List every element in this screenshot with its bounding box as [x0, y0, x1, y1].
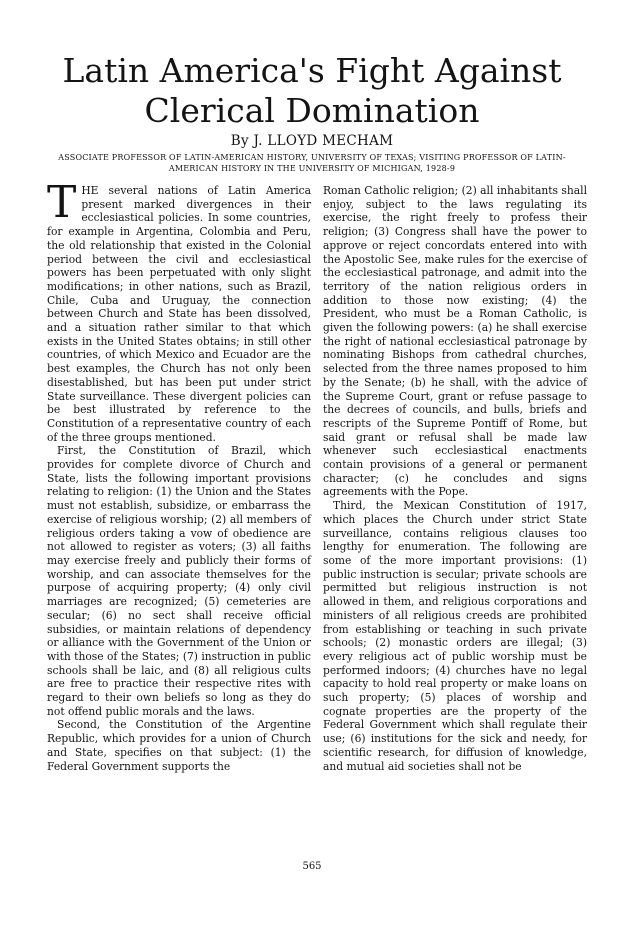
- paragraph-mexico: Third, the Mexican Constitution of 1917, which places the Church under strict State surveillance, contains religious clauses too lengthy for enumeration. The following are some of the more important provisions: (1) public instruction is secular; private schools are permitted but religious instruction is not allowed in them, and religious corporations and ministers of all religious creeds are prohibited from establishing or teaching in such private schools; (2) monastic orders are illegal; (3) every religious act of public worship must be performed indoors; (4) churches have no legal capacity to hold real property or make loans on such property; (5) places of worship and cognate properties are the property of the Federal Government which shall regulate their use; (6) institutions for the sick and needy, for scientific research, for diffusion of knowledge, and mutual aid societies shall not be: [323, 499, 587, 773]
- paragraph-intro: [47, 177, 311, 444]
- article-title-line-2: Clerical Domination: [144, 91, 480, 130]
- drop-cap: T: [47, 177, 77, 228]
- article-title-line-1: Latin America's Fight Against: [62, 51, 562, 90]
- page-number: 565: [302, 861, 322, 872]
- byline: By J. LLOYD MECHAM: [230, 133, 394, 149]
- paragraph-argentina: Second, the Constitution of the Argentine Republic, which provides for a union of Church and State, specifies on that subject: (1) the Federal Government supports the: [47, 718, 311, 773]
- paragraph-argentina-continued: Roman Catholic religion; (2) all inhabitants shall enjoy, subject to the laws regulating its exercise, the right freely to profess their religion; (3) Congress shall have the power to approve or reject concordats entered into with the Apostolic See, make rules for the exercise of the ecclesiastical patronage, and admit into the territory of the nation religious orders in addition to those now existing; (4) the President, who must be a Roman Catholic, is given the following powers: (a) he shall exercise the right of national ecclesiastical patronage by nominating Bishops from cathedral churches, selected from the three names proposed to him by the Senate; (b) he shall, with the advice of the Supreme Court, grant or refuse passage to the decrees of councils, and bulls, briefs and rescripts of the Supreme Pontiff of Rome, but said grant or refusal shall be made law whenever such ecclesiastical enactments contain provisions of a general or permanent character; (c) he concludes and signs agreements with the Pope.: [323, 184, 587, 499]
- author-affiliation: ASSOCIATE PROFESSOR OF LATIN-AMERICAN HISTORY, UNIVERSITY OF TEXAS; VISITING PROFESSOR OF LATIN-AMERICAN HISTORY IN THE UNIVERSITY OF MICHIGAN, 1928-9: [58, 153, 566, 173]
- paragraph-intro-text: HE several nations of Latin America present marked divergences in their ecclesiastical policies. In some countries, for example in Argentina, Colombia and Peru, the old relationship that existed in the Colonial period between the civil and ecclesiastical powers has been perpetuated with only slight modifications; in other nations, such as Brazil, Chile, Cuba and Uruguay, the connection between Church and State has been dissolved, and a situation rather similar to that which exists in the United States obtains; in still other countries, of which Mexico and Ecuador are the best examples, the Church has not only been disestablished, but has been put under strict State surveillance. These divergent policies can be best illustrated by reference to the Constitution of a representative country of each of the three groups mentioned.: [47, 184, 311, 444]
- right-column: [323, 184, 587, 773]
- paragraph-brazil: First, the Constitution of Brazil, which provides for complete divorce of Church and State, lists the following important provisions relating to religion: (1) the Union and the States must not establish, subsidize, or embarrass the exercise of religious worship; (2) all members of religious orders taking a vow of obedience are not allowed to register as voters; (3) all faiths may exercise freely and publicly their forms of worship, and can associate themselves for the purpose of acquiring property; (4) only civil marriages are recognized; (5) cemeteries are secular; (6) no sect shall receive official subsidies, or maintain relations of dependency or alliance with the Government of the Union or with those of the States; (7) instruction in public schools shall be laic, and (8) all religious cults are free to practice their respective rites with regard to their own beliefs so long as they do not offend public morals and the laws.: [47, 444, 311, 718]
- left-column: [47, 177, 311, 773]
